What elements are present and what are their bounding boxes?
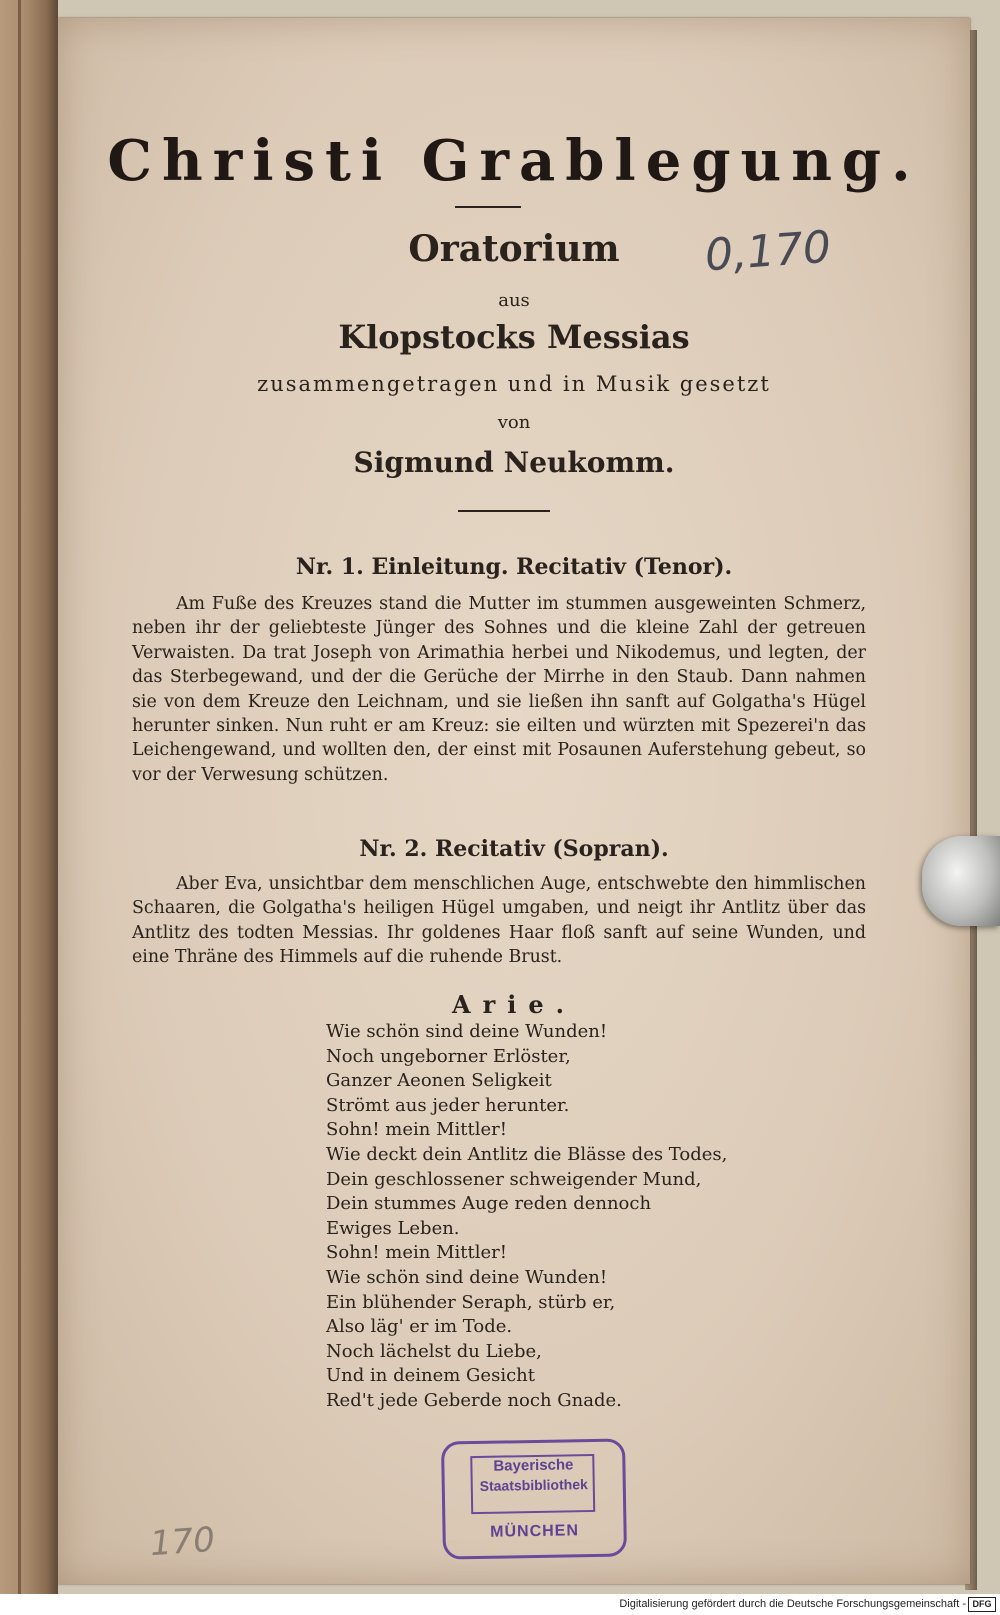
stamp-line-2: Staatsbibliothek xyxy=(479,1476,588,1494)
von-word: von xyxy=(497,412,531,433)
verse-line: Ewiges Leben. xyxy=(326,1217,460,1239)
verse-line: Noch lächelst du Liebe, xyxy=(326,1340,542,1362)
verse-line: Wie deckt dein Antlitz die Blässe des Todes, xyxy=(326,1143,728,1165)
section-1-text: Am Fuße des Kreuzes stand die Mutter im stummen ausgeweinten Schmerz, neben ihr der geliebteste Jünger des Sohnes und die kleine Zahl der getreuen Verwaisten. Da trat Joseph von Arimathia herbei und Nikodemus, und legten, der das Sterbegewand, und der die Gerüche der Mirrhe in den Staub. Dann nahmen sie von dem Kreuze den Leichnam, und sie ließen ihn sanft auf Golgatha's Hügel herunter sinken. Nun ruht er am Kreuz: sie eilten und würzten mit Spezerei'n das Leichengewand, und wollten den, der einst mit Posaunen Auferstehung gebeut, so vor der Verwesung schützen. xyxy=(132,594,866,785)
book-spine xyxy=(0,0,58,1615)
section-2-text: Aber Eva, unsichtbar dem menschlichen Auge, entschwebte den himmlischen Schaaren, die Golgatha's heiligen Hügel umgaben, und neigt ihr Antlitz über das Antlitz des todten Messias. Ihr goldenes Haar floß sanft auf seine Wunden, und eine Thräne des Himmels auf die ruhende Brust. xyxy=(132,874,866,968)
handwritten-shelfmark: 0,170 xyxy=(703,221,833,282)
verse-line: Noch ungeborner Erlöster, xyxy=(326,1045,571,1067)
arie-heading: Arie. xyxy=(451,990,576,1019)
page-clip xyxy=(922,836,1000,926)
verse-line: Sohn! mein Mittler! xyxy=(326,1242,508,1264)
verse-line: Sohn! mein Mittler! xyxy=(326,1119,508,1141)
stamp-line-3: MÜNCHEN xyxy=(490,1522,580,1541)
stamp-line-1: Bayerische xyxy=(493,1456,574,1475)
verse-line: Wie schön sind deine Wunden! xyxy=(326,1021,608,1042)
verse-line: Strömt aus jeder herunter. xyxy=(326,1094,570,1116)
verse-line: Ein blühender Seraph, stürb er, xyxy=(326,1291,616,1313)
title-divider xyxy=(455,206,521,208)
verse-line: Dein stummes Auge reden dennoch xyxy=(326,1193,652,1215)
verse-line: Dein geschlossener schweigender Mund, xyxy=(326,1168,702,1190)
library-stamp xyxy=(441,1438,627,1559)
page-title: Christi Grablegung. xyxy=(107,128,921,194)
subtitle: Oratorium xyxy=(408,228,620,270)
arranged-line: zusammengetragen und in Musik gesetzt xyxy=(257,372,771,396)
work-title: Klopstocks Messias xyxy=(338,318,690,356)
section-1-heading: Nr. 1. Einleitung. Recitativ (Tenor). xyxy=(295,554,733,580)
verse-line: Also läg' er im Tode. xyxy=(326,1316,513,1338)
aus-word: aus xyxy=(498,290,530,311)
verse-line: Ganzer Aeonen Seligkeit xyxy=(326,1070,552,1092)
section-2-heading: Nr. 2. Recitativ (Sopran). xyxy=(359,836,669,862)
arie-verse xyxy=(326,1020,727,1414)
verse-line: Red't jede Geberde noch Gnade. xyxy=(326,1389,622,1411)
verse-line: Und in deinem Gesicht xyxy=(326,1365,535,1387)
verse-line: Wie schön sind deine Wunden! xyxy=(326,1266,608,1288)
handwritten-number: 170 xyxy=(148,1519,217,1565)
spine-edge xyxy=(18,0,21,1615)
dfg-logo-icon: DFG xyxy=(968,1597,996,1612)
composer-name: Sigmund Neukomm. xyxy=(353,446,675,479)
composer-divider xyxy=(458,510,550,512)
footer-credit: Digitalisierung gefördert durch die Deutsche Forschungsgemeinschaft - xyxy=(619,1598,966,1610)
